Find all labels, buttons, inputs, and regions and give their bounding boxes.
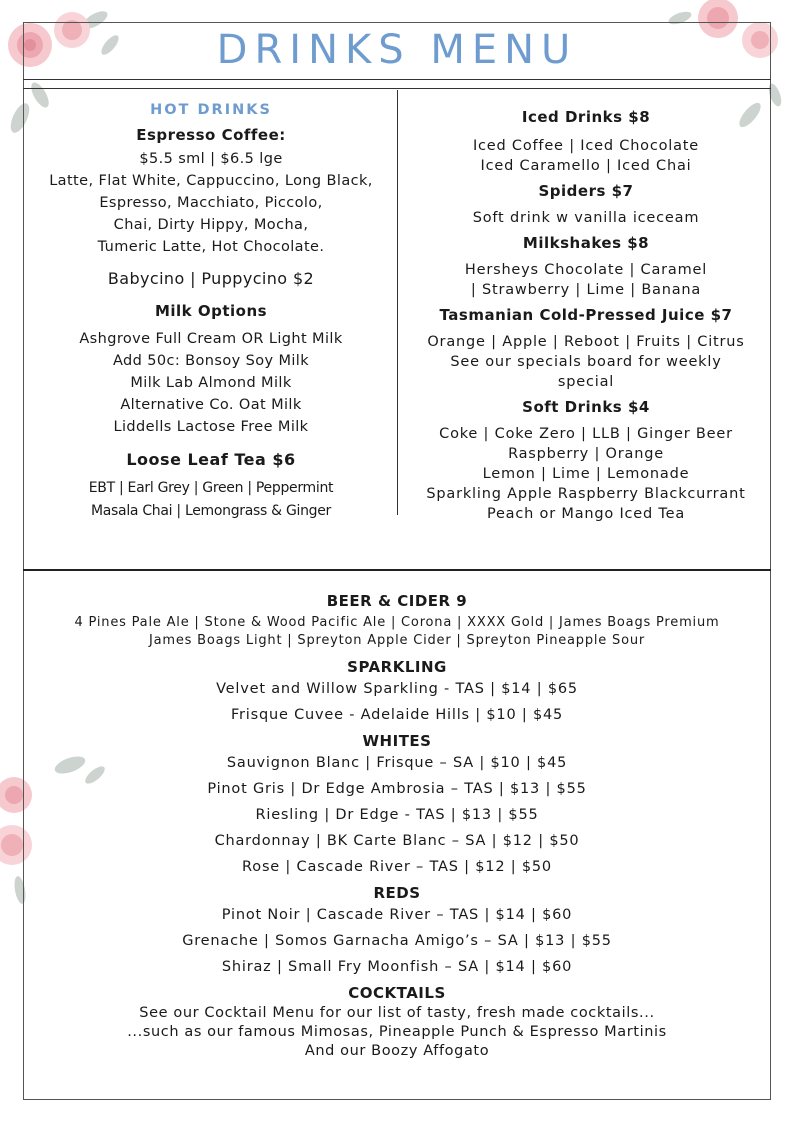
cocktails-item: ...such as our famous Mimosas, Pineapple Punch & Espresso Martinis xyxy=(127,1024,667,1040)
whites-item: Chardonnay | BK Carte Blanc – SA | $12 | $50 xyxy=(214,833,580,849)
espresso-item: Tumeric Latte, Hot Chocolate. xyxy=(97,239,325,255)
whites-item: Rose | Cascade River – TAS | $12 | $50 xyxy=(242,859,552,875)
spiders-item: Soft drink w vanilla iceceam xyxy=(472,210,700,226)
title-divider-bottom xyxy=(23,88,771,89)
soft-drinks-item: Lemon | Lime | Lemonade xyxy=(482,466,690,482)
whites-item: Riesling | Dr Edge - TAS | $13 | $55 xyxy=(255,807,539,823)
juice-heading: Tasmanian Cold-Pressed Juice $7 xyxy=(439,306,733,324)
juice-item: Orange | Apple | Reboot | Fruits | Citrus xyxy=(427,334,745,350)
milk-option: Ashgrove Full Cream OR Light Milk xyxy=(79,331,343,347)
section-divider xyxy=(23,569,771,571)
whites-heading: WHITES xyxy=(362,732,432,750)
beer-item: James Boags Light | Spreyton Apple Cider | Spreyton Pineapple Sour xyxy=(148,633,646,648)
cocktails-item: See our Cocktail Menu for our list of tasty, fresh made cocktails... xyxy=(139,1005,655,1021)
sparkling-item: Velvet and Willow Sparkling - TAS | $14 | $65 xyxy=(216,681,578,697)
spiders-heading: Spiders $7 xyxy=(538,182,634,200)
espresso-heading: Espresso Coffee: xyxy=(136,126,286,144)
title-divider-top xyxy=(23,79,771,80)
iced-drinks-heading: Iced Drinks $8 xyxy=(521,108,651,126)
reds-heading: REDS xyxy=(373,884,421,902)
milk-options-heading: Milk Options xyxy=(154,302,268,320)
soft-drinks-item: Peach or Mango Iced Tea xyxy=(486,506,686,522)
juice-item: See our specials board for weekly xyxy=(450,354,722,370)
tea-item: EBT | Earl Grey | Green | Peppermint xyxy=(88,480,334,496)
soft-drinks-item: Sparkling Apple Raspberry Blackcurrant xyxy=(426,486,746,502)
soft-drinks-item: Coke | Coke Zero | LLB | Ginger Beer xyxy=(439,426,733,442)
hot-drinks-section xyxy=(30,102,392,523)
reds-item: Pinot Noir | Cascade River – TAS | $14 | $60 xyxy=(221,907,573,923)
hot-drinks-heading: HOT DRINKS xyxy=(150,102,272,118)
tea-item: Masala Chai | Lemongrass & Ginger xyxy=(90,503,332,519)
cocktails-heading: COCKTAILS xyxy=(348,984,446,1002)
page-title: DRINKS MENU xyxy=(216,27,578,73)
espresso-item: Chai, Dirty Hippy, Mocha, xyxy=(113,217,309,233)
espresso-item: Latte, Flat White, Cappuccino, Long Black, xyxy=(49,173,373,189)
beer-item: 4 Pines Pale Ale | Stone & Wood Pacific Ale | Corona | XXXX Gold | James Boags Premium xyxy=(74,615,720,630)
milk-option: Alternative Co. Oat Milk xyxy=(120,397,302,413)
soft-drinks-heading: Soft Drinks $4 xyxy=(522,398,650,416)
juice-item: special xyxy=(557,374,615,390)
beer-heading: BEER & CIDER 9 xyxy=(326,592,468,610)
soft-drinks-item: Raspberry | Orange xyxy=(508,446,664,462)
milkshakes-item: | Strawberry | Lime | Banana xyxy=(470,282,702,298)
cold-drinks-section xyxy=(405,108,767,524)
sparkling-heading: SPARKLING xyxy=(347,658,447,676)
milk-option: Add 50c: Bonsoy Soy Milk xyxy=(112,353,310,369)
reds-item: Shiraz | Small Fry Moonfish – SA | $14 | $60 xyxy=(221,959,573,975)
milkshakes-heading: Milkshakes $8 xyxy=(522,234,650,252)
milk-option: Liddells Lactose Free Milk xyxy=(113,419,309,435)
iced-drinks-item: Iced Caramello | Iced Chai xyxy=(480,158,692,174)
column-divider xyxy=(397,90,398,515)
milk-option: Milk Lab Almond Milk xyxy=(130,375,292,391)
babycino-item: Babycino | Puppycino $2 xyxy=(107,269,315,288)
espresso-item: Espresso, Macchiato, Piccolo, xyxy=(99,195,323,211)
whites-item: Sauvignon Blanc | Frisque – SA | $10 | $45 xyxy=(226,755,568,771)
milkshakes-item: Hersheys Chocolate | Caramel xyxy=(464,262,708,278)
tea-heading: Loose Leaf Tea $6 xyxy=(126,450,296,469)
alcohol-section xyxy=(30,592,764,1061)
reds-item: Grenache | Somos Garnacha Amigo’s – SA | $13 | $55 xyxy=(182,933,612,949)
sparkling-item: Frisque Cuvee - Adelaide Hills | $10 | $45 xyxy=(230,707,564,723)
whites-item: Pinot Gris | Dr Edge Ambrosia – TAS | $13 | $55 xyxy=(207,781,587,797)
iced-drinks-item: Iced Coffee | Iced Chocolate xyxy=(472,138,700,154)
espresso-prices: $5.5 sml | $6.5 lge xyxy=(139,151,283,167)
cocktails-item: And our Boozy Affogato xyxy=(304,1043,490,1059)
